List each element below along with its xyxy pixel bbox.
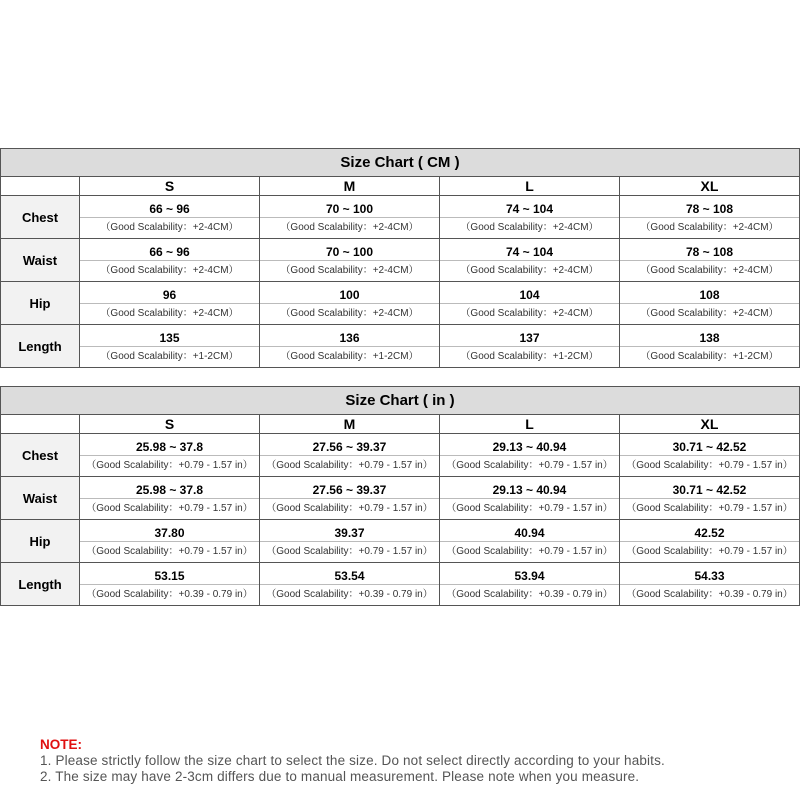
note-heading: NOTE:: [40, 737, 82, 752]
cell-value: 66 ~ 96: [80, 239, 259, 261]
note-line-1: 1. Please strictly follow the size chart to select the size. Do not select directly according to your habits.: [40, 753, 665, 768]
cell-note: （Good Scalability：+2-4CM）: [100, 308, 239, 319]
cell-note: （Good Scalability：+0.79 - 1.57 in）: [266, 546, 433, 557]
table-cell: [260, 325, 440, 368]
size-header-xl: XL: [620, 415, 800, 434]
table-cell: [260, 563, 440, 606]
cell-value: 136: [260, 325, 439, 347]
table-cell: [80, 520, 260, 563]
table-cell: [620, 520, 800, 563]
cell-note: （Good Scalability：+0.79 - 1.57 in）: [86, 503, 253, 514]
note-line-2: 2. The size may have 2-3cm differs due to manual measurement. Please note when you measure.: [40, 769, 640, 784]
cell-note: （Good Scalability：+2-4CM）: [460, 222, 599, 233]
table-cell: [260, 196, 440, 239]
cell-value: 37.80: [80, 520, 259, 542]
size-chart-in-table: [0, 386, 800, 606]
cell-note: （Good Scalability：+2-4CM）: [280, 308, 419, 319]
row-label-hip: Hip: [1, 282, 80, 325]
size-chart-in-title: Size Chart ( in ): [1, 387, 800, 415]
table-cell: [260, 282, 440, 325]
table-cell: [80, 196, 260, 239]
cell-note: （Good Scalability：+2-4CM）: [640, 222, 779, 233]
table-row-length: [1, 563, 800, 606]
cell-note: （Good Scalability：+2-4CM）: [100, 222, 239, 233]
table-cell: [440, 434, 620, 477]
cell-note: （Good Scalability：+1-2CM）: [640, 351, 779, 362]
cell-value: 42.52: [620, 520, 799, 542]
corner-cell: [1, 177, 80, 196]
table-cell: [620, 239, 800, 282]
cell-value: 25.98 ~ 37.8: [80, 434, 259, 456]
row-label-waist: Waist: [1, 477, 80, 520]
cell-value: 25.98 ~ 37.8: [80, 477, 259, 499]
corner-cell: [1, 415, 80, 434]
cell-note: （Good Scalability：+2-4CM）: [460, 308, 599, 319]
cell-value: 70 ~ 100: [260, 239, 439, 261]
table-row-chest: [1, 434, 800, 477]
cell-value: 39.37: [260, 520, 439, 542]
row-label-length: Length: [1, 563, 80, 606]
cell-value: 137: [440, 325, 619, 347]
cell-note: （Good Scalability：+0.79 - 1.57 in）: [626, 460, 793, 471]
cell-value: 29.13 ~ 40.94: [440, 434, 619, 456]
size-header-s: S: [80, 177, 260, 196]
size-header-xl: XL: [620, 177, 800, 196]
table-cell: [620, 434, 800, 477]
size-header-m: M: [260, 415, 440, 434]
row-label-waist: Waist: [1, 239, 80, 282]
cell-value: 96: [80, 282, 259, 304]
cell-value: 54.33: [620, 563, 799, 585]
table-cell: [80, 325, 260, 368]
table-cell: [440, 563, 620, 606]
cell-value: 74 ~ 104: [440, 239, 619, 261]
row-label-hip: Hip: [1, 520, 80, 563]
table-cell: [620, 282, 800, 325]
cell-note: （Good Scalability：+0.79 - 1.57 in）: [626, 546, 793, 557]
size-header-l: L: [440, 177, 620, 196]
cell-note: （Good Scalability：+2-4CM）: [640, 308, 779, 319]
cell-value: 30.71 ~ 42.52: [620, 434, 799, 456]
cell-note: （Good Scalability：+0.79 - 1.57 in）: [446, 546, 613, 557]
cell-note: （Good Scalability：+0.39 - 0.79 in）: [86, 589, 253, 600]
cell-note: （Good Scalability：+0.79 - 1.57 in）: [446, 460, 613, 471]
cell-note: （Good Scalability：+0.39 - 0.79 in）: [266, 589, 433, 600]
cell-note: （Good Scalability：+0.79 - 1.57 in）: [446, 503, 613, 514]
table-cell: [260, 477, 440, 520]
row-label-length: Length: [1, 325, 80, 368]
cell-value: 66 ~ 96: [80, 196, 259, 218]
table-row-hip: [1, 520, 800, 563]
cell-note: （Good Scalability：+2-4CM）: [280, 265, 419, 276]
cell-value: 108: [620, 282, 799, 304]
cell-value: 74 ~ 104: [440, 196, 619, 218]
table-cell: [260, 520, 440, 563]
table-cell: [620, 477, 800, 520]
size-chart-cm-title: Size Chart ( CM ): [1, 149, 800, 177]
cell-value: 27.56 ~ 39.37: [260, 434, 439, 456]
cell-value: 29.13 ~ 40.94: [440, 477, 619, 499]
table-cell: [440, 239, 620, 282]
table-cell: [80, 282, 260, 325]
row-label-chest: Chest: [1, 196, 80, 239]
cell-note: （Good Scalability：+0.79 - 1.57 in）: [86, 546, 253, 557]
cell-value: 78 ~ 108: [620, 196, 799, 218]
cell-note: （Good Scalability：+2-4CM）: [460, 265, 599, 276]
cell-note: （Good Scalability：+0.79 - 1.57 in）: [626, 503, 793, 514]
cell-value: 53.54: [260, 563, 439, 585]
table-row-chest: [1, 196, 800, 239]
size-header-m: M: [260, 177, 440, 196]
table-cell: [440, 477, 620, 520]
cell-value: 30.71 ~ 42.52: [620, 477, 799, 499]
cell-note: （Good Scalability：+0.39 - 0.79 in）: [446, 589, 613, 600]
table-row-length: [1, 325, 800, 368]
cell-value: 53.15: [80, 563, 259, 585]
cell-note: （Good Scalability：+0.39 - 0.79 in）: [626, 589, 793, 600]
notes-section: [40, 737, 665, 785]
table-cell: [440, 520, 620, 563]
table-cell: [260, 239, 440, 282]
cell-value: 27.56 ~ 39.37: [260, 477, 439, 499]
table-cell: [80, 239, 260, 282]
cell-value: 70 ~ 100: [260, 196, 439, 218]
table-cell: [80, 563, 260, 606]
cell-value: 138: [620, 325, 799, 347]
cell-note: （Good Scalability：+2-4CM）: [640, 265, 779, 276]
table-cell: [440, 196, 620, 239]
cell-note: （Good Scalability：+1-2CM）: [280, 351, 419, 362]
cell-value: 78 ~ 108: [620, 239, 799, 261]
cell-note: （Good Scalability：+2-4CM）: [100, 265, 239, 276]
cell-value: 104: [440, 282, 619, 304]
cell-value: 40.94: [440, 520, 619, 542]
table-cell: [260, 434, 440, 477]
table-cell: [620, 563, 800, 606]
cell-note: （Good Scalability：+2-4CM）: [280, 222, 419, 233]
cell-note: （Good Scalability：+1-2CM）: [100, 351, 239, 362]
table-row-hip: [1, 282, 800, 325]
cell-note: （Good Scalability：+1-2CM）: [460, 351, 599, 362]
cell-note: （Good Scalability：+0.79 - 1.57 in）: [266, 460, 433, 471]
cell-note: （Good Scalability：+0.79 - 1.57 in）: [86, 460, 253, 471]
cell-value: 53.94: [440, 563, 619, 585]
size-chart-cm-table: [0, 148, 800, 368]
table-cell: [440, 282, 620, 325]
row-label-chest: Chest: [1, 434, 80, 477]
table-row-waist: [1, 477, 800, 520]
table-cell: [620, 325, 800, 368]
table-cell: [440, 325, 620, 368]
table-cell: [620, 196, 800, 239]
cell-value: 100: [260, 282, 439, 304]
cell-value: 135: [80, 325, 259, 347]
table-row-waist: [1, 239, 800, 282]
size-header-l: L: [440, 415, 620, 434]
cell-note: （Good Scalability：+0.79 - 1.57 in）: [266, 503, 433, 514]
size-header-s: S: [80, 415, 260, 434]
table-cell: [80, 477, 260, 520]
table-cell: [80, 434, 260, 477]
